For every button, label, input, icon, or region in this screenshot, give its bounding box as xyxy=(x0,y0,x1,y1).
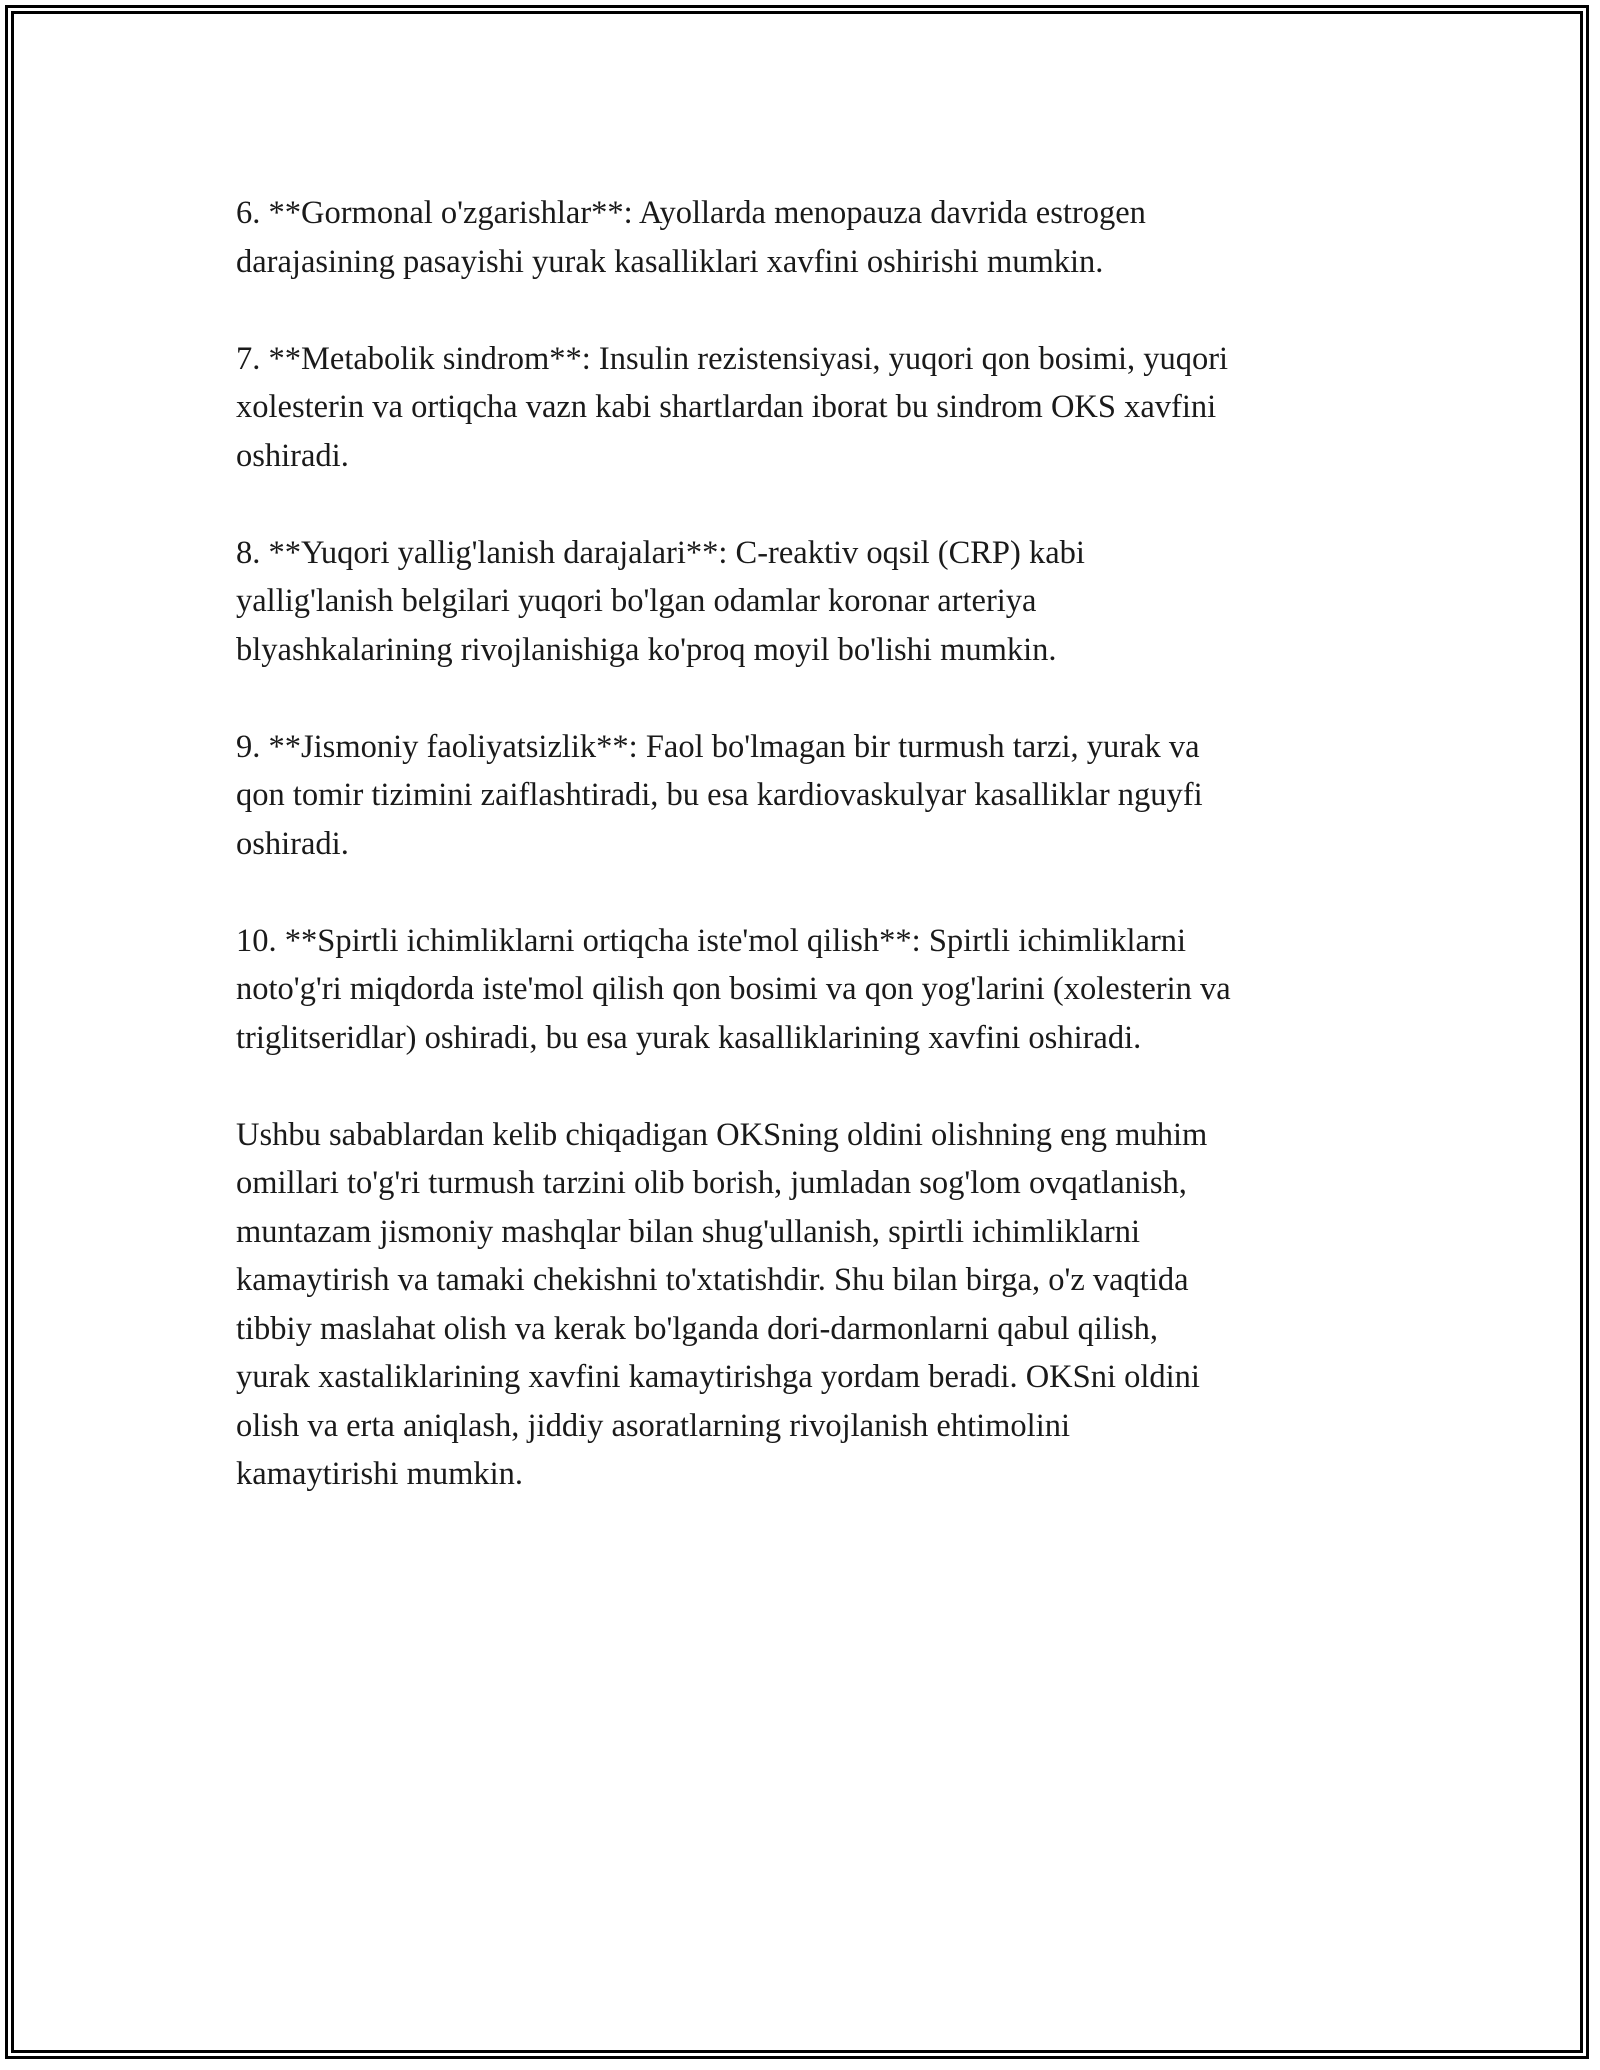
paragraph-inflammation-levels: 8. **Yuqori yallig'lanish darajalari**: C-reaktiv oqsil (CRP) kabi yallig'lanish belgilari yuqori bo'lgan odamlar koronar arteriya blyashkalarining rivojlanishiga ko'proq moyil bo'lishi mumkin. xyxy=(236,534,1085,668)
paragraph-hormonal-changes: 6. **Gormonal o'zgarishlar**: Ayollarda menopauza davrida estrogen darajasining pasayishi yurak kasalliklari xavfini oshirishi mumkin. xyxy=(236,195,1146,280)
paragraph-physical-inactivity: 9. **Jismoniy faoliyatsizlik**: Faol bo'lmagan bir turmush tarzi, yurak va qon tomir tizimini zaiflashtiradi, bu esa kardiovaskulyar kasalliklar nguyfi oshiradi. xyxy=(236,728,1203,862)
paragraph-alcohol-consumption: 10. **Spirtli ichimliklarni ortiqcha iste'mol qilish**: Spirtli ichimliklarni noto'g'ri miqdorda iste'mol qilish qon bosimi va qon yog'larini (xolesterin va triglitseridlar) oshiradi, bu esa yurak kasalliklarining xavfini oshiradi. xyxy=(236,922,1231,1056)
paragraph-metabolic-syndrome: 7. **Metabolik sindrom**: Insulin rezistensiyasi, yuqori qon bosimi, yuqori xolesterin va ortiqcha vazn kabi shartlardan iborat bu sindrom OKS xavfini oshiradi. xyxy=(236,340,1229,474)
paragraph-conclusion: Ushbu sabablardan kelib chiqadigan OKSning oldini olishning eng muhim omillari to'g'ri turmush tarzini olib borish, jumladan sog'lom ovqatlanish, muntazam jismoniy mashqlar bilan shug'ullanish, spirtli ichimliklarni kamaytirish va tamaki chekishni to'xtatishdir. Shu bilan birga, o'z vaqtida tibbiy maslahat olish va kerak bo'lganda dori-darmonlarni qabul qilish, yurak xastaliklarining xavfini kamaytirishga yordam beradi. OKSni oldini olish va erta aniqlash, jiddiy asoratlarning rivojlanish ehtimolini kamaytirishi mumkin. xyxy=(236,1116,1208,1492)
document-body xyxy=(236,189,1396,1547)
